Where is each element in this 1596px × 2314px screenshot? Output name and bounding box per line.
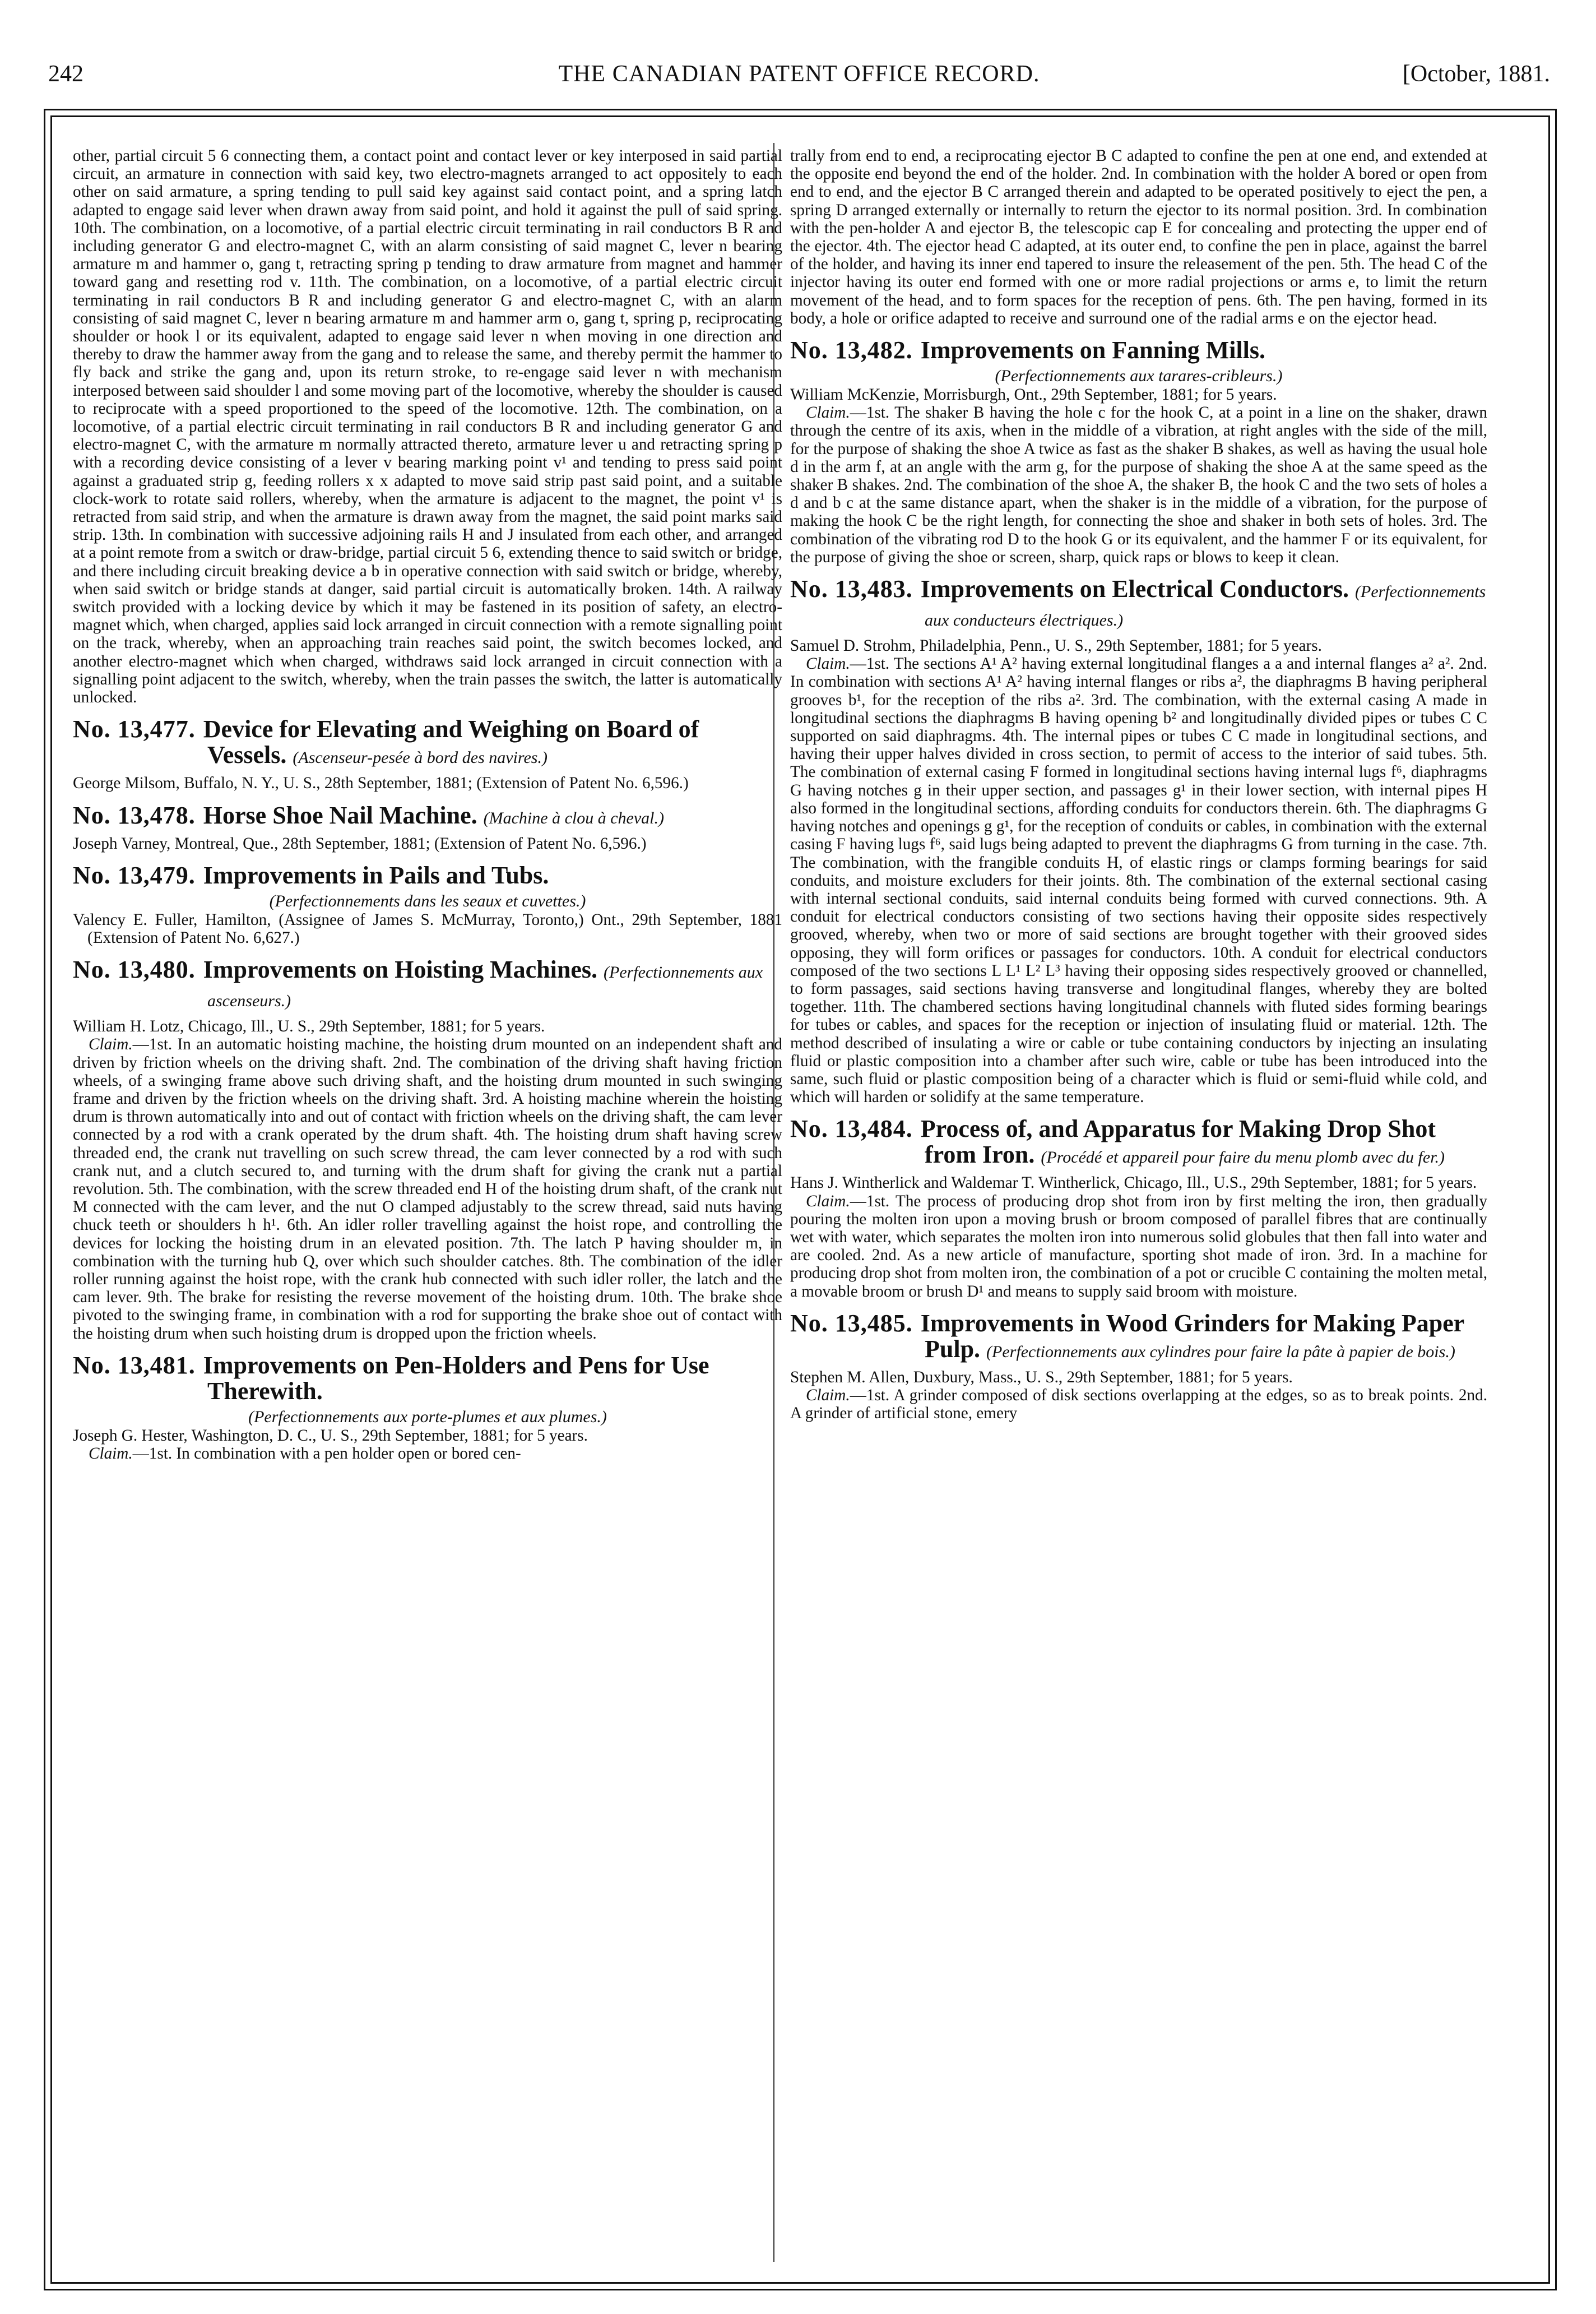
patent-number: No. 13,483. [790,575,913,603]
page-number: 242 [48,61,83,87]
patent-inventor: Joseph G. Hester, Washington, D. C., U. S., 29th September, 1881; for 5 years. [73,1426,588,1445]
patent-heading [73,803,782,831]
patent-title: Improvements in Wood Grinders for Making Paper Pulp. [920,1309,1464,1363]
french-title: (Machine à clou à cheval.) [483,808,665,827]
claim-label: Claim. [806,1386,850,1404]
patent-number: No. 13,477. [73,715,196,743]
continued-claims: trally from end to end, a reciprocating ejector B C adapted to confine the pen at one end, and extended at the opposite end beyond the end of the holder. 2nd. In combination with the holder A bored or open from end to end, and the ejector B C arranged therein and adapted to be operated positively to eject the pen, a spring D arranged externally or internally to return the ejector to its normal position. 3rd. In combination with the pen-holder A and ejector B, the telescopic cap E for concealing and protecting the upper end of the ejector. 4th. The ejector head C adapted, at its outer end, to confine the pen in place, against the barrel of the holder, and having its inner end tapered to insure the releasement of the pen. 5th. The head C of the injector having its outer end formed with one or more radial projections or arms e, to limit the return movement of the head, and to form spaces for the reception of pens. 6th. The pen having, formed in its body, a hole or orifice adapted to receive and surround one of the radial arms e on the ejector head. [790,147,1487,327]
patent-heading [790,337,1487,363]
patent-inventor: Hans J. Wintherlick and Waldemar T. Wintherlick, Chicago, Ill., U.S., 29th September, 1881; for 5 years. [790,1174,1477,1192]
patent-13485 [790,1311,1487,1423]
publication-title: THE CANADIAN PATENT OFFICE RECORD. [558,61,1040,87]
claim-label: Claim. [806,655,850,673]
patent-title: Improvements on Fanning Mills. [920,336,1266,364]
patent-title: Improvements on Electrical Conductors. [920,575,1349,603]
patent-title: Horse Shoe Nail Machine. [203,801,477,829]
claim-text: —1st. The sections A¹ A² having external longitudinal flanges a a and internal flanges a² a². 2nd. In combination with sections A¹ A² having internal flanges or ribs a², the diaphragms B having peripheral grooves b¹, for the reception of the ribs a². 3rd. The combination, with the external casing A made in longitudinal sections the diaphragms B having opening b² and longitudinally divided pipes or tubes C C supported on said diaphragms. 4th. The internal pipes or tubes C C made in longitudinal sections, and having their upper halves divided in cross section, to permit of access to the interior of said tubes. 5th. The combination of external casing F formed in longitudinal sections having internal lugs f⁶, diaphragms G having notches g in their upper section, and passages g¹ in their lower section, with internal pipes H also formed in the longitudinal sections, affording conduits for conductors therein. 6th. The diaphragms G having notches and openings g g¹, for the reception of conduits or cables, in combination with the external casing F having lugs f⁶, said lugs being adapted to prevent the diaphragms G from turning in the case. 7th. The combination, with the frangible conduits H, of elastic rings or clamps forming bearings for said conduits, and moisture excluders for their joints. 8th. The combination of the external sectional casing with internal sectional conduits, said internal conduits being formed with curved connections. 9th. A conduit for electrical conductors consisting of two sections having their opposite sides respectively grooved, whereby, when two or more of said sections are brought together with their grooved sides opposing, they will form orifices or passages for conductors. 10th. A conduit for electrical conductors composed of the two sections L L¹ L² L³ having their opposing sides respectively grooved or channelled, to form passages, said sections having transverse and longitudinal flanges, whereby they are bolted together. 11th. The chambered sections having longitudinal channels with fluted sides forming bearings for tubes or cables, and spaces for the reception or injection of insulating fluid or material. 12th. The method described of insulating a wire or cable or tube containing conductors by injecting an insulating fluid or plastic composition into a chamber after such wire, cable or tube has been introduced into the same, such fluid or plastic composition being of a character which is fluid or semi-fluid while cold, and which will harden or solidify at the same temperature. [790,655,1487,1107]
patent-number: No. 13,485. [790,1309,913,1337]
claim-label: Claim. [806,1192,850,1210]
patent-inventor: Stephen M. Allen, Duxbury, Mass., U. S., 29th September, 1881; for 5 years. [790,1368,1293,1386]
french-title: (Procédé et appareil pour faire du menu plomb avec du fer.) [1041,1148,1445,1167]
patent-13479 [73,863,782,947]
patent-inventor: William McKenzie, Morrisburgh, Ont., 29th September, 1881; for 5 years. [790,386,1277,404]
patent-inventor: William H. Lotz, Chicago, Ill., U. S., 29th September, 1881; for 5 years. [73,1017,545,1036]
patent-inventor: Valency E. Fuller, Hamilton, (Assignee of James S. McMurray, Toronto,) Ont., 29th September, 1881 (Extension of Patent No. 6,627.) [73,910,782,947]
patent-number: No. 13,481. [73,1351,196,1379]
claim-text: —1st. The process of producing drop shot from iron by first melting the iron, then gradually pouring the molten iron upon a moving brush or broom composed of parallel fibres that are continually wet with water, which separates the molten iron into numerous solid globules that then fall into water and are cooled. 2nd. As a new article of manufacture, sporting shot made of iron. 3rd. In a machine for producing drop shot from molten iron, the combination of a pot or crucible C containing the molten metal, a movable broom or brush D¹ and means to supply said broom with moisture. [790,1192,1487,1301]
patent-title: Improvements on Hoisting Machines. [203,956,597,984]
patent-number: No. 13,480. [73,956,196,984]
patent-number: No. 13,482. [790,336,913,364]
patent-number: No. 13,479. [73,861,196,889]
patent-title: Improvements on Pen-Holders and Pens for Use Therewith. [203,1351,709,1405]
french-title: (Perfectionnements aux cylindres pour faire la pâte à papier de bois.) [986,1342,1455,1361]
patent-title: Device for Elevating and Weighing on Board of Vessels. [203,715,699,769]
patent-heading [73,716,782,771]
patent-13482 [790,337,1487,566]
french-title: (Perfectionnements aux ascenseurs.) [207,963,763,1011]
patent-heading [790,1311,1487,1365]
patent-heading [73,863,782,888]
patent-claim [790,1192,1487,1301]
french-title: (Perfectionnements aux conducteurs électriques.) [925,582,1486,630]
claim-text: —1st. A grinder composed of disk sections overlapping at the edges, so as to break points. 2nd. A grinder of artificial stone, emery [790,1386,1487,1423]
claim-text: —1st. In an automatic hoisting machine, the hoisting drum mounted on an independent shaft and driven by friction wheels on the driving shaft. 2nd. The combination of the driving shaft having friction wheels, of a swinging frame above such driving shaft, and the hoisting drum mounted in such swinging frame and driven by the friction wheels on the driving shaft. 3rd. A hoisting machine wherein the hoisting drum is thrown automatically into and out of contact with friction wheels on the driving shaft, the cam lever connected by a rod with a crank operated by the drum shaft. 4th. The hoisting drum shaft having screw threaded end, the crank nut travelling on such screw thread, the cam lever connected by a rod with such crank nut, and a clutch secured to, and turning with the drum shaft for giving the crank nut a partial revolution. 5th. The combination, with the screw threaded end H of the hoisting drum shaft, of the crank nut M connected with the cam lever, and the nut O clamped adjustably to the screw thread, said nuts having chuck teeth or shoulders h h¹. 6th. An idler roller travelling against the hoist rope, and controlling the devices for locking the hoisting drum in an elevated position. 7th. The latch P having shoulder m, in combination with the turning hub Q, over which such shoulder catches. 8th. The combination of the idler roller running against the hoist rope, with the crank hub connected with such idler roller, the latch and the cam lever. 9th. The brake for resisting the reverse movement of the hoisting drum. 10th. The brake shoe pivoted to the swinging frame, in combination with a rod for supporting the brake shoe out of contact with the hoisting drum when such hoisting drum is dropped upon the friction wheels. [73,1035,782,1343]
patent-claim [73,1445,782,1463]
left-column [73,147,782,2255]
patent-13477 [73,716,782,792]
patent-title: Process of, and Apparatus for Making Drop Shot from Iron. [920,1115,1436,1169]
patent-number: No. 13,484. [790,1115,913,1143]
french-title: (Perfectionnements aux porte-plumes et aux plumes.) [248,1407,607,1426]
patent-heading [790,576,1487,633]
claim-text: —1st. In combination with a pen holder open or bored cen- [132,1444,521,1463]
patent-inventor: Samuel D. Strohm, Philadelphia, Penn., U. S., 29th September, 1881; for 5 years. [790,637,1322,655]
patent-heading [73,957,782,1014]
patent-number: No. 13,478. [73,801,196,829]
patent-13484 [790,1116,1487,1300]
claim-label: Claim. [89,1444,133,1463]
patent-claim [790,1386,1487,1422]
issue-date: [October, 1881. [1402,61,1550,87]
claim-label: Claim. [89,1035,133,1054]
page-header [48,61,1550,94]
patent-13481 [73,1353,782,1463]
patent-claim [790,655,1487,1106]
patent-heading [73,1353,782,1404]
continued-claims: other, partial circuit 5 6 connecting them, a contact point and contact lever or key interposed in said partial circuit, an armature in connection with said key, two electro-magnets arranged to act oppositely to each other on said armature, a spring tending to pull said key against said contact point, and a spring latch adapted to engage said lever when drawn away from said point, and hold it against the pull of said spring. 10th. The combination, on a locomotive, of a partial electric circuit terminating in rail conductors B R and including generator G and electro-magnet C, with an alarm consisting of said magnet C, lever n bearing armature m and hammer o, gang t, retracting spring p tending to draw armature from magnet and hammer toward gang and resetting rod v. 11th. The combination, on a locomotive, of a partial electric circuit terminating in rail conductors B R and including generator G and electro-magnet C, with an alarm consisting of said magnet C, lever n bearing armature m and hammer arm o, gang t, spring p, reciprocating shoulder or hook l or its equivalent, adapted to engage said lever n when moving in one direction and thereby to draw the hammer away from the gang and to release the same, and thereby permit the hammer to fly back and strike the gang and, upon its return stroke, to re-engage said lever n with mechanism interposed between said shoulder l and some moving part of the locomotive, whereby the shoulder is caused to reciprocate with a speed proportioned to the speed of the locomotive. 12th. The combination, on a locomotive, of a partial electric circuit terminating in rail conductors B R and including generator G and electro-magnet C, with the armature m normally attracted thereto, armature lever u and retracting spring p with a recording device consisting of a lever v bearing marking point v¹ and tending to press said point against a graduated strip g, feeding rollers x x adapted to move said strip past said point, and a suitable clock-work to rotate said rollers, whereby, when the armature is adjacent to the magnet, the point v¹ is retracted from said strip, and when the armature is drawn away from the magnet, the said point marks said strip. 13th. In combination with successive adjoining rails H and J insulated from each other, and arranged at a point remote from a switch or draw-bridge, partial circuit 5 6, extending thence to said switch or bridge, and there including circuit breaking device a b in operative connection with said switch or bridge, whereby, when said switch or bridge stands at danger, said partial circuit is automatically broken. 14th. A railway switch provided with a locking device by which it may be fastened in its position of safety, an electro-magnet which, when charged, applies said lock arranged in circuit connection with a remote signalling point on the track, whereby, when an approaching train reaches said point, the switch becomes locked, and another electro-magnet which when charged, withdraws said lock arranged in circuit connection with a signalling point adjacent to the switch, whereby, when the train passes the switch, the latter is automatically unlocked. [73,147,782,707]
patent-inventor: George Milsom, Buffalo, N. Y., U. S., 28th September, 1881; (Extension of Patent No. 6,596.) [73,774,689,793]
french-title: (Perfectionnements aux tarares-cribleurs.) [995,367,1283,386]
patent-claim [790,404,1487,566]
patent-title: Improvements in Pails and Tubs. [203,861,549,889]
right-column [790,147,1487,2255]
claim-text: —1st. The shaker B having the hole c for the hook C, at a point in a line on the shaker, drawn through the centre of its axis, when in the middle of a vibration, at right angles with the side of the mill, for the purpose of shaking the shoe A twice as fast as the shaker B shakes, as well as having the usual hole d in the arm f, at an angle with the arm g, for the purpose of shaking the shoe A at the same speed as the shaker B shakes. 2nd. The combination of the shoe A, the shaker B, the hook C and the two sets of holes a d and b c at the same distance apart, when the shaker is in the middle of a vibration, for the purpose of making the hook C be the right length, for connecting the shoe and shaker in both sets of holes. 3rd. The combination of the vibrating rod D to the hook G or its equivalent, and the hammer F or its equivalent, for the purpose of giving the shoe or screen, sharp, quick raps or blows to keep it clean. [790,404,1487,566]
patent-claim [73,1035,782,1342]
claim-label: Claim. [806,404,850,422]
patent-inventor: Joseph Varney, Montreal, Que., 28th September, 1881; (Extension of Patent No. 6,596.) [73,834,647,853]
patent-13480 [73,957,782,1343]
patent-13483 [790,576,1487,1106]
patent-13478 [73,803,782,853]
french-title: (Perfectionnements dans les seaux et cuvettes.) [269,891,586,910]
french-title: (Ascenseur-pesée à bord des navires.) [293,748,548,767]
patent-heading [790,1116,1487,1170]
